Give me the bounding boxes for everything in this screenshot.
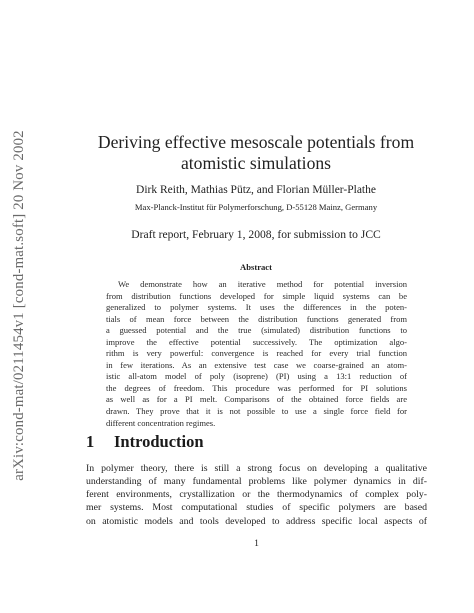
introduction-body (86, 462, 427, 528)
author-list: Dirk Reith, Mathias Pütz, and Florian Müller-Plathe (136, 184, 376, 196)
abstract-line: from distribution functions developed for simple liquid systems can be (106, 290, 407, 301)
introduction-line: mer systems. Most computational studies of specific polymers are based (86, 502, 427, 514)
abstract-line: the degrees of freedom. This procedure was performed for PI solutions (106, 382, 407, 393)
abstract-line: tials of mean force between the distribution functions generated from (106, 313, 407, 324)
abstract-line: a guessed potential and the true (simulated) distribution functions to (106, 325, 407, 336)
abstract-line: as well as for a PI melt. Comparisons of the obtained force fields are (106, 394, 407, 405)
introduction-line: on atomistic models and tools developed to address specific local aspects of (86, 515, 427, 527)
paper-title (86, 132, 426, 174)
paper-title-line-1: Deriving effective mesoscale potentials from (97, 132, 415, 152)
introduction-line: In polymer theory, there is still a strong focus on developing a qualitative (86, 463, 427, 474)
abstract-line: generalized to polymer systems. It uses the differences in the poten- (106, 302, 407, 313)
section-heading-introduction (86, 432, 204, 452)
abstract-line: improve the effective potential successively. The optimization algo- (106, 336, 407, 347)
draft-report-note: Draft report, February 1, 2008, for submission to JCC (131, 228, 381, 241)
introduction-line: ferent environments, crystallization or the thermodynamics of complex poly- (86, 489, 427, 501)
arxiv-identifier-text: arXiv:cond-mat/0211454v1 [cond-mat.soft] 20 Nov 2002 (10, 129, 27, 481)
abstract-line: istic all-atom model of poly (isoprene) (PI) using a 13:1 reduction of (106, 371, 407, 382)
introduction-line: understanding of many fundamental problems like polymer dynamics in dif- (86, 476, 427, 488)
abstract-body (106, 279, 407, 429)
section-title: Introduction (114, 432, 204, 451)
abstract-heading: Abstract (240, 262, 272, 272)
affiliation: Max-Planck-Institut für Polymerforschung, D-55128 Mainz, Germany (134, 202, 378, 212)
paper-title-line-2: atomistic simulations (180, 153, 332, 173)
abstract-line: in few iterations. As an extensive test case we coarse-grained an atom- (106, 359, 407, 370)
arxiv-identifier-stamp (8, 95, 30, 515)
abstract-line: drawn. They prove that it is not possible to use a single force field for (106, 406, 407, 417)
abstract-line: different concentration regimes. (106, 417, 216, 428)
section-number: 1 (86, 432, 95, 451)
abstract-line: rithm is very powerful: convergence is reached for every trial function (106, 348, 407, 359)
page-number: 1 (254, 538, 259, 549)
abstract-line: We demonstrate how an iterative method for potential inversion (118, 279, 407, 289)
